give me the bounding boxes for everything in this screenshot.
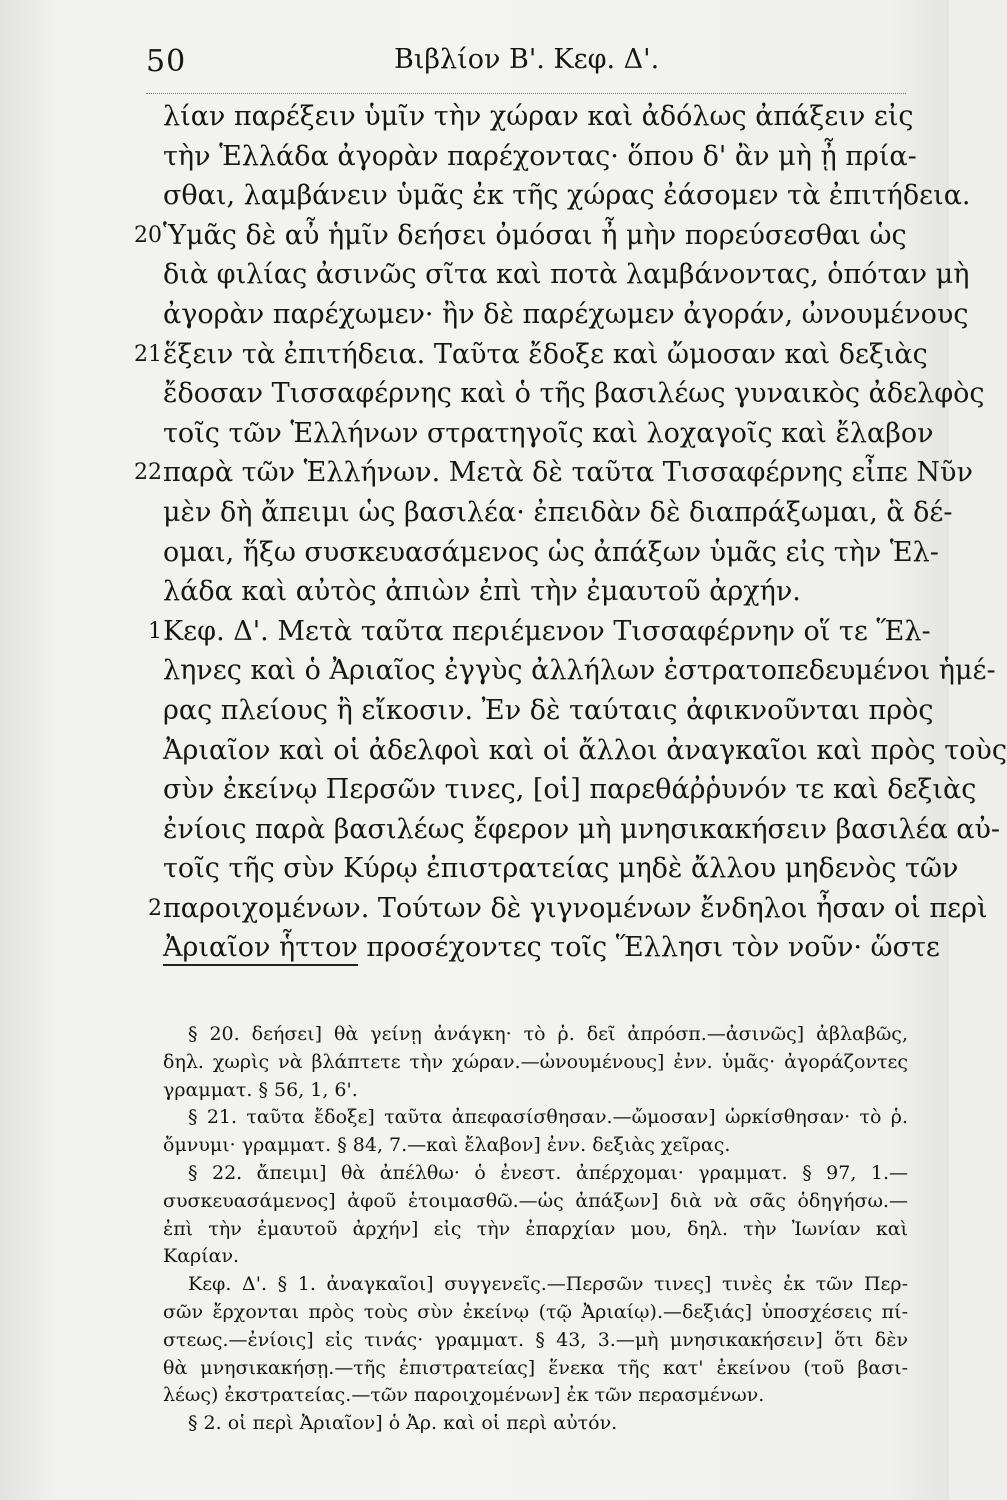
page-header xyxy=(146,44,906,84)
text-line xyxy=(0,811,1001,851)
footnote-line xyxy=(0,1049,949,1077)
line-text: ἐνίοις παρὰ βασιλέως ἔφερον μὴ μνησικακήσειν βασιλέα αὐ- xyxy=(163,813,1001,845)
footnote-text: γραμματ. § 56, 1, 6'. xyxy=(163,1078,358,1101)
line-text: Ἀριαῖον καὶ οἱ ἀδελφοὶ καὶ οἱ ἄλλοι ἀναγκαῖοι καὶ πρὸς τοὺς xyxy=(163,734,1007,766)
running-title: Βιβλίον Β'. Κεφ. Δ'. xyxy=(394,44,660,75)
main-text xyxy=(0,98,1007,969)
text-line xyxy=(0,494,953,534)
text-line xyxy=(0,732,1007,772)
line-text: Κεφ. Δ'. Μετὰ ταῦτα περιέμενον Τισσαφέρνην οἵ τε Ἕλ- xyxy=(163,615,931,647)
line-text: διὰ φιλίας ἀσινῶς σῖτα καὶ ποτὰ λαμβάνοντας, ὁπόταν μὴ xyxy=(163,259,970,291)
footnote-text: συσκευασάμενος] ἀφοῦ ἑτοιμασθῶ.—ὡς ἀπάξων] διὰ νὰ σᾶς ὁδηγήσω.— xyxy=(163,1189,908,1212)
footnote-line xyxy=(0,1216,949,1244)
text-line xyxy=(0,692,949,732)
section-number: 1 xyxy=(148,618,162,644)
section-number: 2 xyxy=(148,895,162,921)
line-text: σθαι, λαμβάνειν ὑμᾶς ἐκ τῆς χώρας ἐάσομεν τὰ ἐπιτήδεια. xyxy=(163,180,971,212)
line-text: παρὰ τῶν Ἑλλήνων. Μετὰ δὲ ταῦτα Τισσαφέρνης εἶπε Νῦν xyxy=(163,457,973,489)
footnote-line xyxy=(0,1160,949,1188)
line-text: ἀγορὰν παρέχωμεν· ἢν δὲ παρέχωμεν ἀγοράν, ὠνουμένους xyxy=(163,298,969,330)
header-rule xyxy=(146,93,906,94)
line-text: Ἀριαῖον ἧττον προσέχοντες τοῖς Ἕλλησι τὸν νοῦν· ὥστε xyxy=(163,932,940,964)
text-line xyxy=(0,929,949,969)
footnote-text: § 22. ἄπειμι] θὰ ἀπέλθω· ὁ ἐνεστ. ἀπέρχομαι· γραμματ. § 97, 1.— xyxy=(188,1161,908,1184)
line-text: τοῖς τῶν Ἑλλήνων στρατηγοῖς καὶ λοχαγοῖς καὶ ἔλαβον xyxy=(163,417,934,449)
text-line xyxy=(0,256,970,296)
footnote-line xyxy=(0,1021,949,1049)
line-text: ἕξειν τὰ ἐπιτήδεια. Ταῦτα ἔδοξε καὶ ὤμοσαν καὶ δεξιὰς xyxy=(163,338,928,370)
footnote-text: § 21. ταῦτα ἔδοξε] ταῦτα ἀπεφασίσθησαν.—ὤμοσαν] ὡρκίσθησαν· τὸ ῥ. xyxy=(188,1106,908,1129)
footnote-text: σῶν ἔρχονται πρὸς τοὺς σὺν ἐκείνῳ (τῷ Ἀριαίῳ).—δεξιάς] ὑποσχέσεις πί- xyxy=(163,1300,908,1323)
text-line xyxy=(0,177,971,217)
text-line xyxy=(0,613,949,653)
footnote-line xyxy=(0,1382,949,1410)
text-line xyxy=(0,454,973,494)
text-line xyxy=(0,336,949,376)
footnote-line xyxy=(0,1132,949,1160)
text-line xyxy=(0,771,977,811)
line-text: ρας πλείους ἢ εἴκοσιν. Ἐν δὲ ταύταις ἀφικνοῦνται πρὸς xyxy=(163,694,934,726)
footnote-text: Καρίαν. xyxy=(163,1245,240,1268)
footnote-text: § 2. οἱ περὶ Ἀριαῖον] ὁ Ἀρ. καὶ οἱ περὶ αὐτόν. xyxy=(188,1412,618,1435)
text-line xyxy=(0,652,996,692)
text-line xyxy=(0,375,985,415)
footnote-line xyxy=(0,1243,949,1271)
footnote-line xyxy=(0,1410,949,1438)
footnote-separator xyxy=(163,964,358,966)
text-line xyxy=(0,850,959,890)
footnote-text: λέως) ἐκστρατείας.—τῶν παροιχομένων] ἐκ τῶν περασμένων. xyxy=(163,1384,765,1407)
text-line xyxy=(0,534,949,574)
text-line xyxy=(0,98,949,138)
text-line xyxy=(0,415,949,455)
line-text: λίαν παρέξειν ὑμῖν τὴν χώραν καὶ ἀδόλως ἀπάξειν εἰς xyxy=(163,101,914,132)
text-line xyxy=(0,573,949,613)
line-text: μὲν δὴ ἄπειμι ὡς βασιλέα· ἐπειδὰν δὲ διαπράξωμαι, ἃ δέ- xyxy=(163,496,953,528)
text-line xyxy=(0,217,949,257)
line-text: ἔδοσαν Τισσαφέρνης καὶ ὁ τῆς βασιλέως γυναικὸς ἀδελφὸς xyxy=(163,378,985,410)
line-text: ομαι, ἥξω συσκευασάμενος ὡς ἀπάξων ὑμᾶς εἰς τὴν Ἑλ- xyxy=(163,536,939,568)
footnote-text: § 20. δεήσει] θὰ γείνῃ ἀνάγκη· τὸ ῥ. δεῖ ἀπρόσπ.—ἀσινῶς] ἀβλαβῶς, xyxy=(188,1023,908,1045)
section-number: 20 xyxy=(134,222,162,248)
section-number: 22 xyxy=(134,460,162,486)
page-number: 50 xyxy=(146,44,187,79)
line-text: σὺν ἐκείνῳ Περσῶν τινες, [οἱ] παρεθάῤῥυνόν τε καὶ δεξιὰς xyxy=(163,774,977,806)
footnote-line xyxy=(0,1077,949,1105)
line-text: ληνες καὶ ὁ Ἀριαῖος ἐγγὺς ἀλλήλων ἐστρατοπεδευμένοι ἡμέ- xyxy=(163,655,996,687)
section-number: 21 xyxy=(134,341,162,367)
footnote-text: ὄμνυμι· γραμματ. § 84, 7.—καὶ ἔλαβον] ἐνν. δεξιὰς χεῖρας. xyxy=(163,1134,731,1157)
line-text: τοῖς τῆς σὺν Κύρῳ ἐπιστρατείας μηδὲ ἄλλου μηδενὸς τῶν xyxy=(163,853,959,885)
footnote-text: στεως.—ἐνίοις] εἰς τινάς· γραμματ. § 43, 3.—μὴ μνησικακήσειν] ὅτι δὲν xyxy=(163,1328,908,1351)
footnote-line xyxy=(0,1104,949,1132)
text-line xyxy=(0,890,988,930)
footnote-text: ἐπὶ τὴν ἐμαυτοῦ ἀρχήν] εἰς τὴν ἐπαρχίαν μου, δηλ. τὴν Ἰωνίαν καὶ xyxy=(163,1217,908,1240)
text-line xyxy=(0,296,969,336)
footnote-text: δηλ. χωρὶς νὰ βλάπτετε τὴν χώραν.—ὠνουμένους] ἐνν. ὑμᾶς· ἀγοράζοντες xyxy=(163,1050,908,1073)
footnote-line xyxy=(0,1299,949,1327)
footnote-line xyxy=(0,1271,949,1299)
footnotes xyxy=(0,1021,949,1438)
footnote-line xyxy=(0,1355,949,1383)
text-line xyxy=(0,138,949,178)
line-text: παροιχομένων. Τούτων δὲ γιγνομένων ἔνδηλοι ἦσαν οἱ περὶ xyxy=(163,892,988,924)
line-text: Ὑμᾶς δὲ αὖ ἡμῖν δεήσει ὀμόσαι ἦ μὴν πορεύσεσθαι ὡς xyxy=(163,219,907,251)
line-text: τὴν Ἑλλάδα ἀγορὰν παρέχοντας· ὅπου δ' ἂν μὴ ᾖ πρία- xyxy=(163,140,917,172)
footnote-text: Κεφ. Δ'. § 1. ἀναγκαῖοι] συγγενεῖς.—Περσῶν τινες] τινὲς ἐκ τῶν Περ- xyxy=(188,1273,908,1296)
line-text: λάδα καὶ αὐτὸς ἀπιὼν ἐπὶ τὴν ἐμαυτοῦ ἀρχήν. xyxy=(163,576,801,608)
footnote-text: θὰ μνησικακήσῃ.—τῆς ἐπιστρατείας] ἕνεκα τῆς κατ' ἐκείνου (τοῦ βασι- xyxy=(163,1356,908,1379)
footnote-line xyxy=(0,1327,949,1355)
footnote-line xyxy=(0,1188,949,1216)
